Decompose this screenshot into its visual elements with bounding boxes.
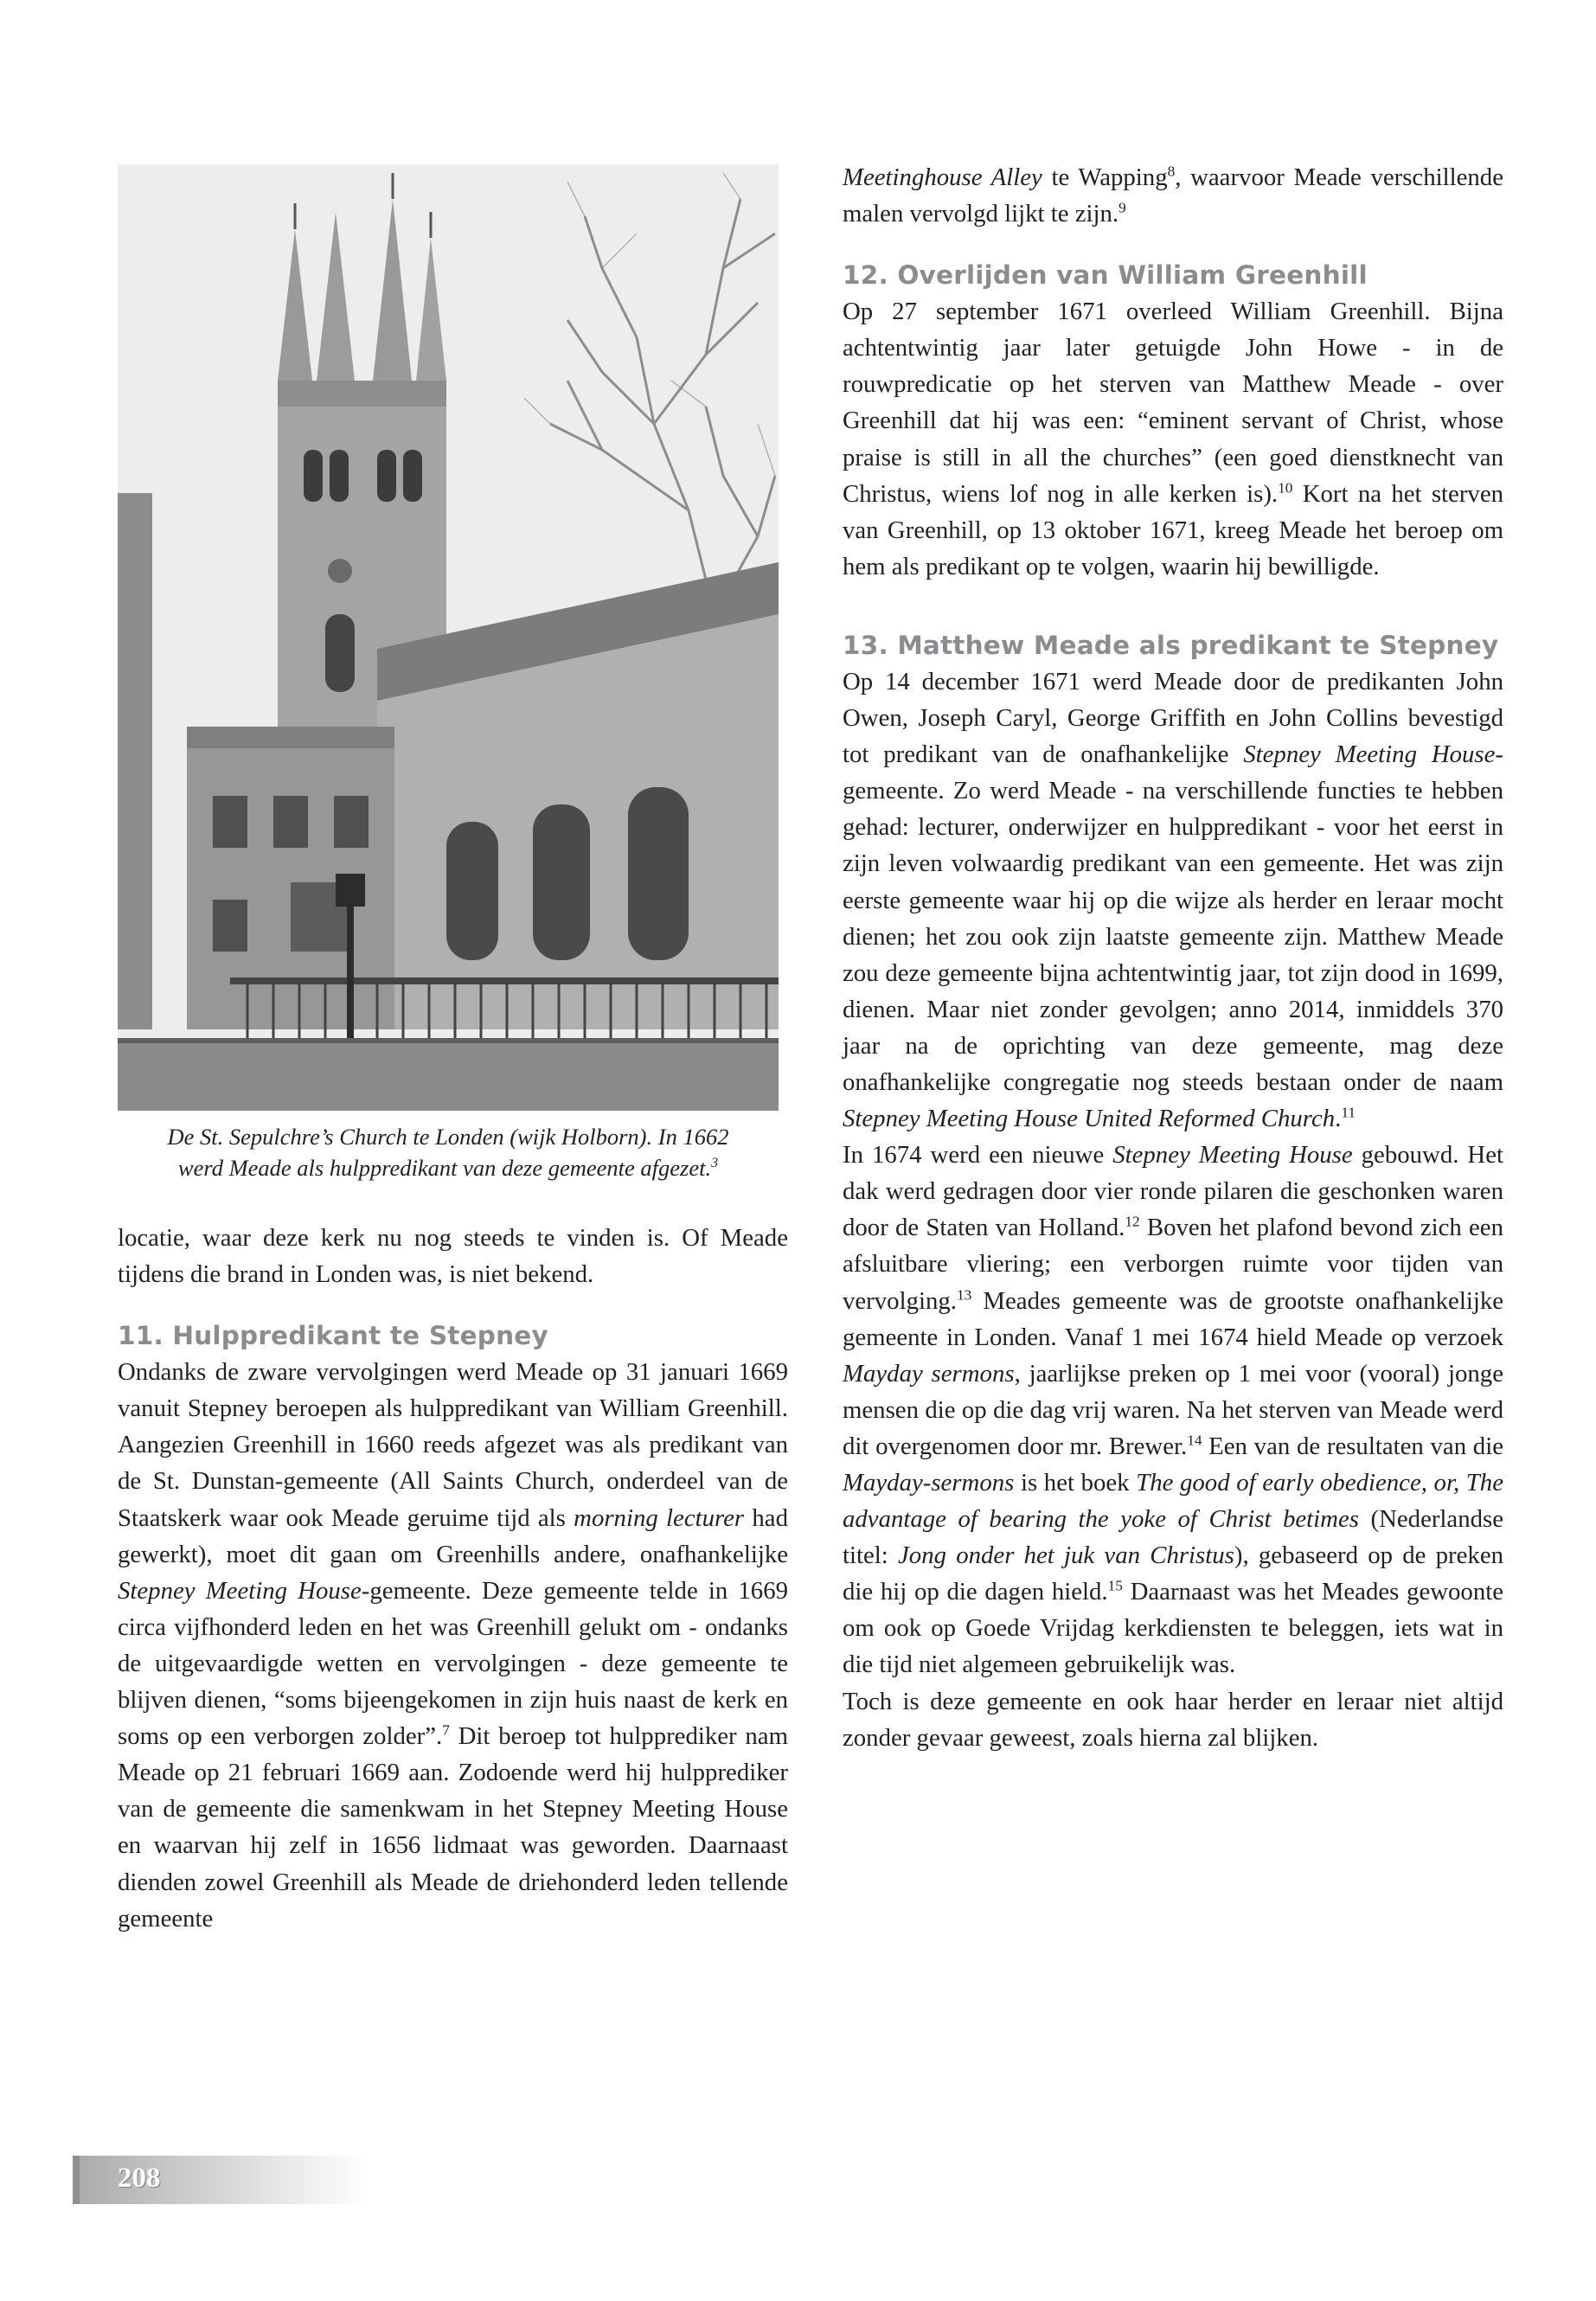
right-p2-italic-1: Stepney Meeting House	[1243, 740, 1496, 769]
right-p3-text-d: Meades gemeente was de grootste onafhankelijke gemeente in Londen. Vanaf 1 mei 1674 hield Meade op verzoek	[843, 1286, 1503, 1351]
caption-line-1: De St. Sepulchre’s Church te Londen (wijk Holborn). In 1662	[167, 1124, 729, 1150]
footnote-ref-12: 12	[1125, 1213, 1140, 1230]
section-heading-12: 12. Overlijden van William Greenhill	[843, 260, 1368, 291]
right-paragraph-2	[843, 663, 1503, 1137]
page-footer	[73, 2156, 367, 2204]
page-number: 208	[118, 2163, 161, 2194]
right-p1-text-a: Op 27 september 1671 overleed William Greenhill. Bijna achtentwintig jaar later getuigde John Howe - in de rouwpredicatie op het sterven van Matthew Meade - over Greenhill dat hij was een: “eminent servant of Christ, whose praise is still in all the churches” (een goed dienstknecht van Christus, wiens lof nog in alle kerken is).	[843, 298, 1503, 508]
caption-line-2	[118, 1152, 779, 1183]
right-p2-text-b: -gemeente. Zo werd Meade - na verschillende functies te hebben gehad: lecturer, onderwijzer en hulppredikant - voor het eerst in zijn leven volwaardig predikant van een gemeente. Het was zijn eerste gemeente waar hij op die wijze als herder en leraar mocht dienen; het zou ook zijn laatste gemeente zijn. Matthew Meade zou deze gemeente bijna achtentwintig jaar, tot zijn dood in 1699, dienen. Maar niet zonder gevolgen; anno 2014, inmiddels 370 jaar na de oprichting van deze gemeente, mag deze onafhankelijke congregatie nog steeds bestaan onder de naam	[843, 740, 1504, 1096]
left-p2-text-b: had gewerkt), moet dit gaan om Greenhills andere, onafhankelijke	[118, 1503, 788, 1568]
footnote-ref-10: 10	[1278, 479, 1293, 497]
right-paragraph-1	[843, 293, 1503, 585]
right-p0-text-a: te Wapping	[1042, 163, 1168, 191]
right-p3-text-c: Boven het plafond bevond zich een afsluitbare vliering; een verborgen ruimte voor tijden van vervolging.	[843, 1214, 1503, 1315]
right-p3-text-h: (Nederlandse titel:	[843, 1505, 1504, 1570]
right-p3-italic-5: Jong onder het juk van Christus	[898, 1541, 1234, 1570]
right-p3-text-a: In 1674 werd een nieuwe	[843, 1141, 1113, 1170]
right-p3-text-j: ), gebaseerd op de preken die hij op die dagen hield.	[843, 1541, 1504, 1606]
footnote-ref-14: 14	[1187, 1432, 1202, 1449]
right-paragraph-4: Toch is deze gemeente en ook haar herder en leraar niet altijd zonder gevaar geweest, zoals hierna zal blijken.	[843, 1687, 1503, 1752]
left-p2-text-a: Ondanks de zware vervolgingen werd Meade op 31 januari 1669 vanuit Stepney beroepen als hulppredikant van William Greenhill. Aangezien Greenhill in 1660 reeds afgezet was als predikant van de St. Dunstan-gemeente (All Saints Church, onderdeel van de Staatskerk waar ook Meade geruime tijd als	[118, 1358, 788, 1532]
right-p1-text-b: Kort na het sterven van Greenhill, op 13 oktober 1671, kreeg Meade het beroep om hem als predikant op te volgen, waarin hij bewilligde.	[843, 479, 1503, 580]
footnote-ref-3: 3	[711, 1156, 719, 1171]
right-p2-text-a: Op 14 december 1671 werd Meade door de predikanten John Owen, Joseph Caryl, George Griffith en John Collins bevestigd tot predikant van de onafhankelijke	[843, 667, 1503, 769]
section-heading-11: 11. Hulppredikant te Stepney	[118, 1321, 548, 1351]
footnote-ref-13: 13	[956, 1285, 972, 1303]
right-paragraph-0	[843, 159, 1503, 232]
left-paragraph-1: locatie, waar deze kerk nu nog steeds te vinden is. Of Meade tijdens die brand in Londen was, is niet bekend.	[118, 1224, 788, 1289]
left-p2-text-c: -gemeente. Deze gemeente telde in 1669 circa vijfhonderd leden en het was Greenhill gelukt om - ondanks de uitgevaardigde wetten en vervolgingen - deze gemeente te blijven dienen, “soms bijeengekomen in zijn huis naast de kerk en soms op een verborgen zolder”.	[118, 1576, 789, 1751]
right-p2-text-c: .	[1335, 1105, 1342, 1133]
church-illustration	[118, 164, 779, 1111]
footnote-ref-15: 15	[1107, 1577, 1123, 1594]
right-paragraph-3	[843, 1137, 1503, 1682]
footnote-ref-8: 8	[1167, 163, 1176, 180]
section-heading-13: 13. Matthew Meade als predikant te Stepney	[843, 630, 1499, 660]
right-p3-text-f: Een van de resultaten van die	[1202, 1432, 1503, 1460]
left-paragraph-2	[118, 1354, 788, 1937]
right-p3-text-g: is het boek	[1014, 1469, 1137, 1497]
caption-line-2-text: werd Meade als hulppredikant van deze gemeente afgezet.	[177, 1155, 712, 1181]
right-p0-italic: Meetinghouse Alley	[843, 163, 1042, 191]
left-p2-italic-2: Stepney Meeting House	[118, 1576, 362, 1605]
right-column	[843, 159, 1503, 1756]
footnote-ref-11: 11	[1341, 1104, 1356, 1121]
left-p2-italic-1: morning lecturer	[574, 1503, 745, 1532]
footnote-ref-7: 7	[442, 1721, 450, 1739]
right-p3-italic-1: Stepney Meeting House	[1112, 1141, 1353, 1170]
right-p3-text-b: gebouwd. Het dak werd gedragen door vier ronde pilaren die geschonken waren door de Staten van Holland.	[843, 1141, 1503, 1242]
right-p0-text-b: , waarvoor Meade verschillende malen vervolgd lijkt te zijn.	[843, 163, 1503, 228]
right-p2-italic-2: Stepney Meeting House United Reformed Church	[843, 1105, 1336, 1133]
right-p3-italic-2: Mayday sermons	[843, 1359, 1015, 1388]
footnote-ref-9: 9	[1118, 199, 1126, 216]
left-p2-text-d: Dit beroep tot hulpprediker nam Meade op 21 februari 1669 aan. Zodoende werd hij hulpprediker van de gemeente die samenkwam in het Stepney Meeting House en waarvan hij zelf in 1656 lidmaat was geworden. Daarnaast dienden zowel Greenhill als Meade de driehonderd leden tellende gemeente	[118, 1722, 788, 1932]
right-p3-italic-4: The good of early obedience, or, The advantage of bearing the yoke of Christ betimes	[843, 1469, 1503, 1534]
left-column	[118, 1220, 788, 1937]
right-p3-text-k: Daarnaast was het Meades gewoonte om ook op Goede Vrijdag kerkdiensten te beleggen, iets wat in die tijd niet algemeen gebruikelijk was.	[843, 1578, 1504, 1679]
photo-caption	[118, 1121, 779, 1183]
right-p3-italic-3: Mayday-sermons	[843, 1469, 1015, 1497]
church-photo	[118, 164, 779, 1111]
right-p3-text-e: , jaarlijkse preken op 1 mei voor (vooral) jonge mensen die op die dag vrij waren. Na het sterven van Meade werd dit overgenomen door mr. Brewer.	[843, 1359, 1503, 1460]
